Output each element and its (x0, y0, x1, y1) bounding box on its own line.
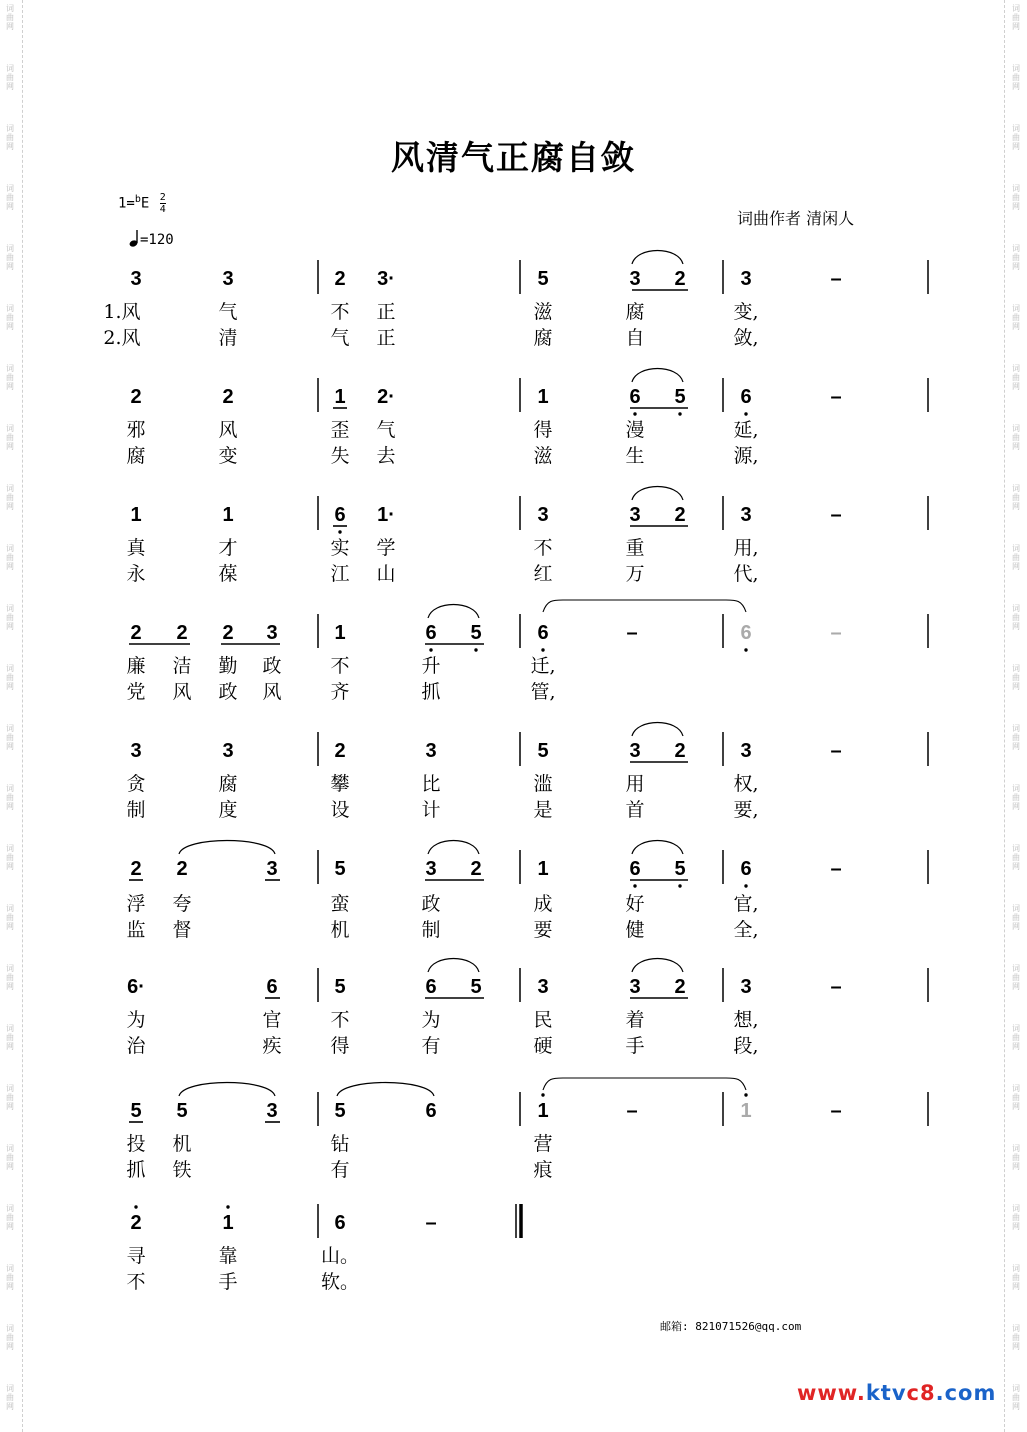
note: 3 (740, 740, 752, 762)
watermark-text: 词 曲 网 (1012, 1204, 1020, 1231)
lyric-verse-2: 软。 (320, 1271, 360, 1293)
dash-note: – (830, 622, 842, 644)
lyric-verse-1: 政 (421, 893, 441, 915)
dash-note: – (626, 622, 638, 644)
note: 6 (740, 622, 752, 644)
lyric-verse-2: 万 (625, 563, 645, 585)
watermark-text: 词 曲 网 (6, 844, 14, 871)
lyric-verse-1: 官, (733, 893, 759, 915)
lyric-verse-2: 葆 (218, 563, 238, 585)
note: 3 (266, 622, 278, 644)
dash-note: – (830, 504, 842, 526)
note: 3· (377, 268, 395, 290)
lyric-verse-2: 敛, (733, 327, 759, 349)
score-system (103, 251, 928, 350)
tie-arc (428, 959, 479, 973)
key-prefix: 1= (118, 195, 135, 212)
score-system (126, 959, 928, 1058)
octave-dot (474, 648, 477, 651)
logo-part-3: c8 (906, 1381, 936, 1405)
note: 5 (470, 976, 482, 998)
lyric-verse-1: 用 (625, 773, 645, 795)
lyric-verse-1: 风 (218, 419, 238, 441)
lyric-verse-2: 度 (218, 799, 238, 821)
score-system (126, 487, 928, 586)
composer-credit: 词曲作者 清闲人 (737, 209, 855, 228)
watermark-text: 词 曲 网 (6, 244, 14, 271)
lyric-verse-1: 浮 (126, 893, 146, 915)
watermark-text: 词 曲 网 (6, 364, 14, 391)
lyric-verse-1: 政 (262, 655, 282, 677)
lyric-verse-2: 管, (530, 681, 556, 703)
tie-arc (428, 841, 479, 855)
watermark-text: 词 曲 网 (6, 724, 14, 751)
note: 3 (740, 504, 752, 526)
tempo-value: =120 (140, 232, 174, 248)
note: 6 (334, 1212, 346, 1234)
lyric-verse-1: 变, (733, 301, 759, 323)
lyric-verse-1: 实 (330, 537, 350, 559)
watermark-text: 词 曲 网 (1012, 4, 1020, 31)
note: 2 (674, 976, 686, 998)
watermark-text: 词 曲 网 (6, 1084, 14, 1111)
tie-arc (179, 841, 275, 855)
note: 6 (425, 976, 437, 998)
watermark-text: 词 曲 网 (6, 784, 14, 811)
tie-arc (179, 1083, 275, 1097)
watermark-text: 词 曲 网 (6, 1144, 14, 1171)
lyric-verse-1: 气 (376, 419, 396, 441)
score-system (126, 369, 928, 468)
note: 6 (334, 504, 346, 526)
lyric-verse-2: 监 (126, 919, 146, 941)
lyric-verse-2: 2.风 (103, 327, 141, 349)
note: 3 (266, 858, 278, 880)
note: 1 (740, 1100, 752, 1122)
watermark-text: 词 曲 网 (1012, 364, 1020, 391)
watermark-text: 词 曲 网 (1012, 424, 1020, 451)
watermark-text: 词 曲 网 (6, 64, 14, 91)
note: 3 (629, 976, 641, 998)
lyric-verse-2: 党 (126, 681, 146, 703)
score-system (126, 841, 928, 942)
watermark-text: 词 曲 网 (1012, 784, 1020, 811)
note: 2 (334, 740, 346, 762)
lyric-verse-2: 气 (330, 327, 350, 349)
note: 6· (127, 976, 145, 998)
lyric-verse-2: 制 (126, 799, 146, 821)
note: 1 (222, 504, 234, 526)
note: 5 (537, 268, 549, 290)
octave-dot (678, 412, 681, 415)
lyric-verse-2: 江 (330, 563, 350, 585)
lyric-verse-2: 全, (733, 919, 759, 941)
lyric-verse-1: 1.风 (103, 301, 141, 323)
lyric-verse-1: 钻 (330, 1133, 350, 1155)
lyric-verse-1: 成 (533, 893, 553, 915)
lyric-verse-1: 腐 (218, 773, 238, 795)
lyric-verse-2: 齐 (330, 681, 350, 703)
note: 5 (176, 1100, 188, 1122)
octave-dot (744, 648, 747, 651)
lyric-verse-2: 硬 (533, 1035, 553, 1057)
lyric-verse-1: 气 (218, 301, 238, 323)
lyric-verse-2: 正 (376, 327, 396, 349)
note: 6 (629, 858, 641, 880)
note: 1 (334, 622, 346, 644)
note: 1 (222, 1212, 234, 1234)
tie-arc (632, 369, 683, 383)
note: 1· (377, 504, 395, 526)
lyric-verse-1: 贪 (126, 773, 146, 795)
note: 2 (674, 740, 686, 762)
watermark-text: 词 曲 网 (1012, 244, 1020, 271)
lyric-verse-2: 首 (625, 799, 645, 821)
watermark-text: 词 曲 网 (1012, 844, 1020, 871)
note: 1 (537, 386, 549, 408)
lyric-verse-1: 权, (733, 773, 759, 795)
lyric-verse-2: 变 (218, 445, 238, 467)
lyric-verse-1: 投 (126, 1133, 146, 1155)
note: 3 (222, 740, 234, 762)
score-system (126, 723, 928, 822)
lyric-verse-2: 风 (262, 681, 282, 703)
lyric-verse-1: 真 (126, 537, 146, 559)
score-system (126, 1078, 928, 1181)
watermark-text: 词 曲 网 (6, 4, 14, 31)
lyric-verse-2: 要 (533, 919, 553, 941)
dash-note: – (425, 1212, 437, 1234)
contact-email: 邮箱: 821071526@qq.com (660, 1320, 802, 1333)
note: 6 (740, 386, 752, 408)
lyric-verse-2: 政 (218, 681, 238, 703)
watermark-text: 词 曲 网 (6, 124, 14, 151)
dash-note: – (830, 386, 842, 408)
lyric-verse-1: 滋 (533, 301, 553, 323)
note: 3 (222, 268, 234, 290)
lyric-verse-2: 自 (625, 327, 645, 349)
logo-part-4: .com (935, 1381, 997, 1405)
watermark-text: 词 曲 网 (1012, 124, 1020, 151)
note: 6 (425, 622, 437, 644)
lyric-verse-2: 去 (376, 445, 396, 467)
site-logo (797, 1381, 996, 1405)
dash-note: – (830, 976, 842, 998)
lyric-verse-1: 攀 (330, 773, 350, 795)
lyric-verse-2: 设 (330, 799, 350, 821)
lyric-verse-2: 治 (126, 1035, 146, 1057)
lyric-verse-1: 得 (533, 419, 553, 441)
dash-note: – (830, 1100, 842, 1122)
lyric-verse-1: 民 (533, 1009, 553, 1031)
lyric-verse-2: 生 (625, 445, 645, 467)
note: 1 (537, 858, 549, 880)
watermark-text: 词 曲 网 (6, 1324, 14, 1351)
lyric-verse-2: 有 (421, 1035, 441, 1057)
lyric-verse-1: 用, (733, 537, 759, 559)
song-title: 风清气正腐自敛 (391, 138, 636, 177)
tie-arc (632, 487, 683, 501)
watermark-text: 词 曲 网 (1012, 1084, 1020, 1111)
note: 2 (130, 386, 142, 408)
lyric-verse-2: 不 (126, 1271, 146, 1293)
lyric-verse-2: 腐 (533, 327, 553, 349)
lyric-verse-1: 山。 (320, 1245, 360, 1267)
slur-arc (543, 1078, 746, 1090)
lyric-verse-2: 腐 (126, 445, 146, 467)
lyric-verse-1: 廉 (126, 655, 146, 677)
lyric-verse-1: 洁 (172, 655, 192, 677)
lyric-verse-2: 是 (533, 799, 553, 821)
note: 1 (130, 504, 142, 526)
note: 3 (266, 1100, 278, 1122)
lyric-verse-1: 正 (376, 301, 396, 323)
lyric-verse-1: 漫 (625, 419, 645, 441)
flat-sign: b (134, 193, 141, 205)
note: 3 (629, 504, 641, 526)
lyric-verse-1: 重 (625, 537, 645, 559)
lyric-verse-1: 不 (533, 537, 553, 559)
lyric-verse-1: 勤 (218, 655, 238, 677)
lyric-verse-1: 滥 (533, 773, 553, 795)
dash-note: – (830, 740, 842, 762)
watermark-text: 词 曲 网 (1012, 304, 1020, 331)
note: 3 (425, 858, 437, 880)
watermark-text: 词 曲 网 (6, 304, 14, 331)
lyric-verse-1: 不 (330, 301, 350, 323)
octave-dot (338, 530, 341, 533)
note: 2 (334, 268, 346, 290)
lyric-verse-2: 督 (172, 919, 192, 941)
note: 5 (470, 622, 482, 644)
watermark-text: 词 曲 网 (6, 1384, 14, 1411)
lyric-verse-1: 歪 (330, 419, 350, 441)
lyric-verse-1: 迁, (530, 655, 556, 677)
lyric-verse-2: 铁 (172, 1159, 192, 1181)
note: 6 (266, 976, 278, 998)
lyric-verse-2: 清 (218, 327, 238, 349)
note: 3 (130, 740, 142, 762)
watermark-text: 词 曲 网 (6, 424, 14, 451)
watermark-text: 词 曲 网 (6, 1264, 14, 1291)
note: 2 (674, 268, 686, 290)
watermark-text: 词 曲 网 (6, 604, 14, 631)
logo-part-1: www. (797, 1381, 866, 1405)
time-numerator: 2 (159, 192, 166, 203)
lyric-verse-1: 学 (376, 537, 396, 559)
note: 2 (674, 504, 686, 526)
note: 5 (674, 386, 686, 408)
note: 3 (537, 976, 549, 998)
octave-dot (744, 1093, 747, 1096)
lyric-verse-1: 着 (625, 1009, 645, 1031)
watermark-text: 词 曲 网 (6, 544, 14, 571)
note: 3 (537, 504, 549, 526)
note: 5 (334, 858, 346, 880)
score-system (126, 1204, 521, 1293)
note: 5 (334, 1100, 346, 1122)
lyric-verse-2: 抓 (421, 681, 441, 703)
logo-part-2: ktv (865, 1381, 907, 1405)
tie-arc (632, 723, 683, 737)
lyric-verse-2: 手 (625, 1035, 645, 1057)
watermark-text: 词 曲 网 (6, 904, 14, 931)
lyric-verse-1: 升 (421, 655, 441, 677)
lyric-verse-2: 疾 (262, 1035, 282, 1057)
lyric-verse-2: 失 (330, 445, 350, 467)
key-note: E (140, 195, 150, 212)
lyric-verse-1: 为 (421, 1009, 441, 1031)
note: 3 (740, 268, 752, 290)
watermark-text: 词 曲 网 (1012, 964, 1020, 991)
octave-dot (744, 412, 747, 415)
octave-dot (678, 884, 681, 887)
watermark-text: 词 曲 网 (6, 964, 14, 991)
note: 2 (130, 858, 142, 880)
lyric-verse-2: 要, (733, 799, 759, 821)
watermark-text: 词 曲 网 (1012, 184, 1020, 211)
note: 5 (334, 976, 346, 998)
lyric-verse-1: 比 (421, 773, 441, 795)
slur-arc (543, 600, 746, 612)
note: 1 (537, 1100, 549, 1122)
watermark-text: 词 曲 网 (1012, 64, 1020, 91)
note: 6 (740, 858, 752, 880)
watermark-text: 词 曲 网 (1012, 1324, 1020, 1351)
watermark-text: 词 曲 网 (6, 184, 14, 211)
tie-arc (632, 841, 683, 855)
note: 2 (130, 622, 142, 644)
lyric-verse-2: 红 (533, 563, 553, 585)
lyric-verse-2: 山 (376, 563, 396, 585)
lyric-verse-1: 延, (733, 419, 759, 441)
note: 3 (629, 268, 641, 290)
lyric-verse-1: 腐 (625, 301, 645, 323)
watermark-text: 词 曲 网 (6, 484, 14, 511)
note: 3 (425, 740, 437, 762)
note: 5 (537, 740, 549, 762)
lyric-verse-2: 抓 (126, 1159, 146, 1181)
note: 2· (377, 386, 395, 408)
tie-arc (337, 1083, 434, 1097)
lyric-verse-1: 好 (625, 893, 645, 915)
lyric-verse-2: 段, (733, 1035, 759, 1057)
lyric-verse-1: 官 (262, 1009, 282, 1031)
tie-arc (428, 605, 479, 619)
watermark-text: 词 曲 网 (1012, 664, 1020, 691)
lyric-verse-1: 机 (172, 1133, 192, 1155)
lyric-verse-1: 蛮 (330, 893, 350, 915)
lyric-verse-2: 滋 (533, 445, 553, 467)
lyric-verse-1: 寻 (126, 1245, 146, 1267)
tie-arc (632, 959, 683, 973)
octave-dot (226, 1205, 229, 1208)
octave-dot (633, 884, 636, 887)
lyric-verse-2: 健 (625, 919, 645, 941)
lyric-verse-1: 为 (126, 1009, 146, 1031)
note: 2 (222, 622, 234, 644)
lyric-verse-1: 不 (330, 1009, 350, 1031)
watermark-text: 词 曲 网 (1012, 604, 1020, 631)
note: 6 (629, 386, 641, 408)
octave-dot (541, 1093, 544, 1096)
dash-note: – (830, 268, 842, 290)
octave-dot (744, 884, 747, 887)
lyric-verse-1: 邪 (126, 419, 146, 441)
lyric-verse-2: 机 (330, 919, 350, 941)
lyric-verse-2: 得 (330, 1035, 350, 1057)
note: 5 (130, 1100, 142, 1122)
watermark-text: 词 曲 网 (6, 1204, 14, 1231)
watermark-text: 词 曲 网 (1012, 1384, 1020, 1411)
lyric-verse-1: 不 (330, 655, 350, 677)
lyric-verse-1: 夸 (172, 893, 192, 915)
dash-note: – (830, 858, 842, 880)
watermark-text: 词 曲 网 (1012, 1144, 1020, 1171)
note: 6 (425, 1100, 437, 1122)
note: 1 (334, 386, 346, 408)
lyric-verse-2: 制 (421, 919, 441, 941)
lyric-verse-2: 源, (733, 445, 759, 467)
watermark-text: 词 曲 网 (1012, 484, 1020, 511)
watermark-text: 词 曲 网 (1012, 544, 1020, 571)
octave-dot (429, 648, 432, 651)
watermark-text: 词 曲 网 (1012, 1264, 1020, 1291)
lyric-verse-1: 营 (533, 1133, 553, 1155)
lyric-verse-1: 想, (733, 1009, 759, 1031)
note: 6 (537, 622, 549, 644)
lyric-verse-2: 风 (172, 681, 192, 703)
lyric-verse-2: 手 (218, 1271, 238, 1293)
octave-dot (633, 412, 636, 415)
lyric-verse-2: 永 (126, 563, 146, 585)
watermark-text: 词 曲 网 (6, 1024, 14, 1051)
note: 2 (176, 622, 188, 644)
lyric-verse-2: 有 (330, 1159, 350, 1181)
note: 2 (130, 1212, 142, 1234)
score-system (126, 600, 928, 703)
time-denominator: 4 (159, 204, 166, 215)
watermark-text: 词 曲 网 (1012, 724, 1020, 751)
note: 3 (740, 976, 752, 998)
tie-arc (632, 251, 683, 265)
dash-note: – (626, 1100, 638, 1122)
watermark-text: 词 曲 网 (1012, 1024, 1020, 1051)
note: 3 (130, 268, 142, 290)
octave-dot (134, 1205, 137, 1208)
lyric-verse-1: 靠 (218, 1245, 238, 1267)
watermark-text: 词 曲 网 (6, 664, 14, 691)
note: 2 (222, 386, 234, 408)
lyric-verse-2: 计 (421, 799, 441, 821)
note: 2 (470, 858, 482, 880)
note: 2 (176, 858, 188, 880)
watermark-text: 词 曲 网 (1012, 904, 1020, 931)
lyric-verse-1: 才 (218, 537, 238, 559)
lyric-verse-2: 代, (733, 563, 759, 585)
note: 3 (629, 740, 641, 762)
lyric-verse-2: 痕 (533, 1159, 553, 1181)
note: 5 (674, 858, 686, 880)
octave-dot (541, 648, 544, 651)
